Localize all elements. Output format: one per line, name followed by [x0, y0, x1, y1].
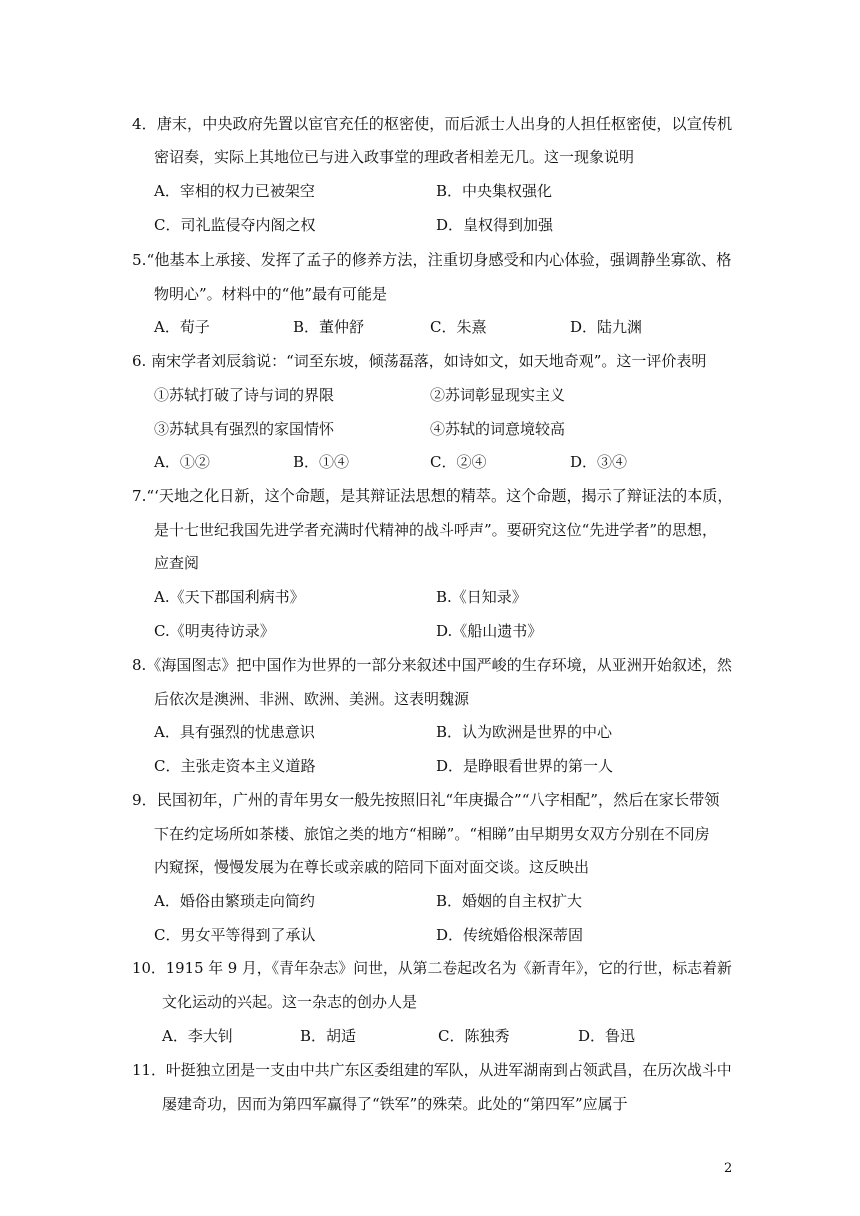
question-5-option-d: D．陆九渊 — [570, 318, 643, 336]
question-6-option-d: D．③④ — [570, 453, 628, 471]
question-8-option-b: B．认为欧洲是世界的中心 — [436, 723, 613, 741]
question-4-line-2: 密诏奏，实际上其地位已与进入政事堂的理政者相差无几。这一现象说明 — [154, 148, 635, 166]
question-10-option-b: B．胡适 — [300, 1027, 357, 1045]
question-6-option-b: B．①④ — [293, 453, 350, 471]
question-7-option-c: C.《明夷待访录》 — [154, 622, 275, 640]
question-7-option-a: A.《天下郡国利病书》 — [154, 588, 305, 606]
question-10-line-1: 10．1915 年 9 月，《青年杂志》问世，从第二卷起改名为《新青年》，它的行世，标志着新 — [132, 959, 732, 977]
question-11-line-1: 11．叶挺独立团是一支由中共广东区委组建的军队，从进军湖南到占领武昌，在历次战斗中 — [132, 1061, 732, 1079]
question-9-line-3: 内窥探，慢慢发展为在尊长或亲戚的陪同下面对面交谈。这反映出 — [154, 858, 590, 876]
question-7-line-1: 7.“‘天地之化日新，这个命题，是其辩证法思想的精萃。这个命题，揭示了辩证法的本质， — [132, 487, 733, 505]
page-number: 2 — [724, 1161, 733, 1176]
question-8-line-2: 后依次是澳洲、非洲、欧洲、美洲。这表明魏源 — [154, 690, 470, 708]
question-8-option-d: D．是睁眼看世界的第一人 — [436, 757, 614, 775]
question-9-line-2: 下在约定场所如茶楼、旅馆之类的地方“相睇”。“相睇”由早期男女双方分别在不同房 — [154, 825, 710, 843]
question-6-item-3: ③苏轼具有强烈的家国情怀 — [154, 420, 335, 438]
question-11-line-2: 屡建奇功，因而为第四军赢得了“铁军”的殊荣。此处的“第四军”应属于 — [162, 1095, 628, 1113]
question-9-option-b: B．婚姻的自主权扩大 — [436, 892, 583, 910]
question-4-option-d: D．皇权得到加强 — [436, 216, 554, 234]
question-10-option-c: C．陈独秀 — [438, 1027, 510, 1045]
question-7-line-3: 应查阅 — [154, 554, 200, 572]
question-6-item-2: ②苏词彰显现实主义 — [430, 386, 566, 404]
question-4-option-c: C．司礼监侵夺内阁之权 — [154, 216, 316, 234]
question-10-option-a: A．李大钊 — [162, 1027, 233, 1045]
question-8-option-a: A．具有强烈的忧患意识 — [154, 723, 315, 741]
question-4-option-a: A．宰相的权力已被架空 — [154, 182, 315, 200]
question-9-option-d: D．传统婚俗根深蒂固 — [436, 926, 584, 944]
question-10-line-2: 文化运动的兴起。这一杂志的创办人是 — [162, 993, 418, 1011]
question-6-option-a: A．①② — [154, 453, 210, 471]
question-6-option-c: C．②④ — [430, 453, 487, 471]
question-4-line-1: 4．唐末，中央政府先置以宦官充任的枢密使，而后派士人出身的人担任枢密使，以宣传机 — [132, 115, 733, 133]
question-6-line-1: 6. 南宋学者刘辰翁说：“词至东坡，倾荡磊落，如诗如文，如天地奇观”。这一评价表明 — [132, 352, 707, 370]
question-5-line-2: 物明心”。材料中的“他”最有可能是 — [154, 285, 388, 303]
question-5-option-b: B．董仲舒 — [293, 318, 365, 336]
question-5-line-1: 5.“他基本上承接、发挥了孟子的修养方法，注重切身感受和内心体验，强调静坐寡欲、格 — [132, 251, 732, 269]
question-9-line-1: 9．民国初年，广州的青年男女一般先按照旧礼“年庚撮合”“八字相配”，然后在家长带领 — [132, 791, 720, 809]
question-9-option-c: C．男女平等得到了承认 — [154, 926, 316, 944]
question-7-option-d: D.《船山遗书》 — [436, 622, 543, 640]
question-7-line-2: 是十七世纪我国先进学者充满时代精神的战斗呼声”。要研究这位“先进学者”的思想， — [154, 521, 718, 539]
question-9-option-a: A．婚俗由繁琐走向简约 — [154, 892, 315, 910]
question-8-option-c: C．主张走资本主义道路 — [154, 757, 316, 775]
question-6-item-1: ①苏轼打破了诗与词的界限 — [154, 386, 335, 404]
question-5-option-c: C．朱熹 — [430, 318, 487, 336]
question-5-option-a: A．荀子 — [154, 318, 210, 336]
question-8-line-1: 8.《海国图志》把中国作为世界的一部分来叙述中国严峻的生存环境，从亚洲开始叙述，然 — [132, 656, 732, 674]
question-7-option-b: B.《日知录》 — [436, 588, 527, 606]
question-10-option-d: D．鲁迅 — [578, 1027, 636, 1045]
question-4-option-b: B．中央集权强化 — [436, 182, 553, 200]
question-6-item-4: ④苏轼的词意境较高 — [430, 420, 566, 438]
